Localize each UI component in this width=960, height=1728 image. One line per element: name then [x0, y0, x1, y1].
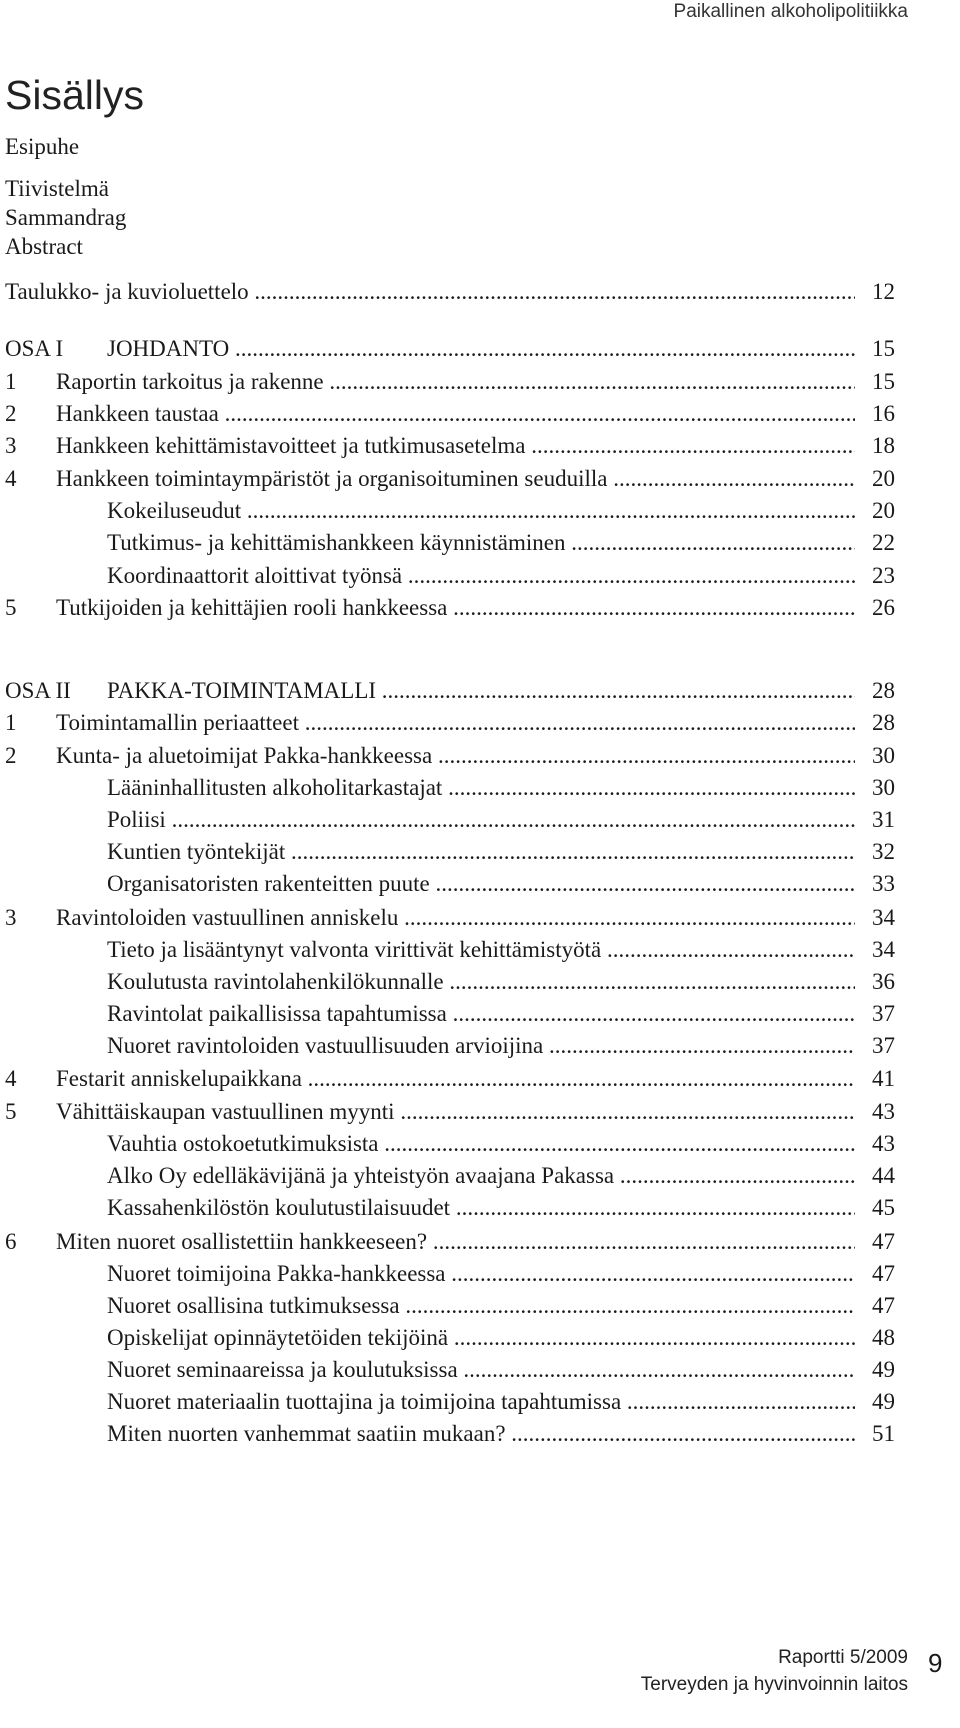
toc-entry-page: 41 [872, 1066, 895, 1091]
toc-entry[interactable] [5, 399, 895, 429]
toc-entry-page: 47 [872, 1293, 895, 1318]
toc-entry-page: 36 [872, 969, 895, 994]
toc-entry-number: 1 [5, 369, 17, 394]
toc-entry[interactable] [5, 903, 895, 933]
toc-entry[interactable] [5, 561, 895, 591]
toc-entry[interactable] [5, 741, 895, 771]
toc-entry-page: 37 [872, 1001, 895, 1026]
toc-entry-label: Toimintamallin periaatteet ..... [56, 708, 855, 738]
toc-entry-page: 30 [872, 775, 895, 800]
toc-entry-label: Koordinaattorit aloittivat työnsä ..... [107, 561, 855, 591]
toc-entry-page: 43 [872, 1099, 895, 1124]
toc-entry[interactable] [5, 869, 895, 899]
toc-entry-number: 6 [5, 1229, 17, 1254]
toc-entry-page: 33 [872, 871, 895, 896]
toc-entry-label: Organisatoristen rakenteitten puute ..... [107, 869, 855, 899]
toc-entry-page: 12 [872, 279, 895, 304]
footer-publisher: Terveyden ja hyvinvoinnin laitos [640, 1674, 908, 1695]
toc-entry-label: Vauhtia ostokoetutkimuksista ..... [107, 1129, 855, 1159]
toc-entry[interactable] [5, 967, 895, 997]
toc-entry[interactable] [5, 1097, 895, 1127]
toc-entry[interactable] [5, 496, 895, 526]
toc-entry[interactable] [5, 431, 895, 461]
toc-entry[interactable] [5, 1129, 895, 1159]
toc-entry-label: Alko Oy edelläkävijänä ja yhteistyön avaajana Pakassa ..... [107, 1161, 855, 1191]
toc-entry-page: 22 [872, 530, 895, 555]
toc-entry-number: 4 [5, 1066, 17, 1091]
toc-entry-number: 3 [5, 905, 17, 930]
toc-entry-label: Nuoret seminaareissa ja koulutuksissa ..... [107, 1355, 855, 1385]
toc-entry-page: 30 [872, 743, 895, 768]
toc-entry-page: 18 [872, 433, 895, 458]
toc-entry[interactable] [5, 935, 895, 965]
toc-entry-label: Kunta- ja aluetoimijat Pakka-hankkeessa ..... [56, 741, 855, 771]
toc-entry-page: 20 [872, 466, 895, 491]
toc-entry[interactable] [5, 464, 895, 494]
toc-entry-label: Tutkimus- ja kehittämishankkeen käynnistäminen ..... [107, 528, 855, 558]
toc-entry-number: 2 [5, 743, 17, 768]
toc-entry-label: Hankkeen taustaa ..... [56, 399, 855, 429]
toc-entry-page: 34 [872, 905, 895, 930]
toc-entry[interactable] [5, 1355, 895, 1385]
toc-entry-page: 16 [872, 401, 895, 426]
toc-entry[interactable] [5, 676, 895, 706]
toc-entry-label: JOHDANTO ..... [107, 334, 855, 364]
toc-entry-page: 15 [872, 336, 895, 361]
toc-entry[interactable] [5, 1323, 895, 1353]
toc-entry-page: 48 [872, 1325, 895, 1350]
toc-entry-page: 45 [872, 1195, 895, 1220]
toc-entry-number: 1 [5, 710, 17, 735]
toc-entry-page: 49 [872, 1357, 895, 1382]
toc-entry-number: 5 [5, 1099, 17, 1124]
toc-entry-label: Raportin tarkoitus ja rakenne ..... [56, 367, 855, 397]
toc-entry-label: Tieto ja lisääntynyt valvonta virittivät kehittämistyötä ..... [107, 935, 855, 965]
toc-entry-page: 23 [872, 563, 895, 588]
toc-entry-page: 47 [872, 1261, 895, 1286]
toc-entry-label: Lääninhallitusten alkoholitarkastajat ..... [107, 773, 855, 803]
toc-entry-label: Nuoret ravintoloiden vastuullisuuden arvioijina ..... [107, 1031, 855, 1061]
toc-entry[interactable] [5, 1419, 895, 1449]
front-matter-summary-fi[interactable]: Tiivistelmä [5, 176, 109, 201]
toc-entry-label: Hankkeen toimintaympäristöt ja organisoituminen seuduilla ..... [56, 464, 855, 494]
toc-entry[interactable] [5, 1227, 895, 1257]
toc-entry[interactable] [5, 334, 895, 364]
toc-entry-number: 5 [5, 595, 17, 620]
toc-entry-label: Miten nuoret osallistettiin hankkeeseen? ..... [56, 1227, 855, 1257]
toc-entry-page: 26 [872, 595, 895, 620]
toc-entry-page: 15 [872, 369, 895, 394]
toc-entry[interactable] [5, 708, 895, 738]
toc-entry-label: Tutkijoiden ja kehittäjien rooli hankkeessa ..... [56, 593, 855, 623]
toc-entry-page: 34 [872, 937, 895, 962]
toc-entry-label: Ravintolat paikallisissa tapahtumissa ..... [107, 999, 855, 1029]
toc-entry[interactable] [5, 999, 895, 1029]
toc-entry-label: Hankkeen kehittämistavoitteet ja tutkimusasetelma ..... [56, 431, 855, 461]
toc-entry[interactable] [5, 1193, 895, 1223]
toc-entry[interactable] [5, 367, 895, 397]
toc-entry[interactable] [5, 1161, 895, 1191]
toc-entry[interactable] [5, 1387, 895, 1417]
toc-entry-label: Nuoret osallisina tutkimuksessa ..... [107, 1291, 855, 1321]
toc-entry[interactable] [5, 528, 895, 558]
page-title: Sisällys [5, 72, 144, 118]
toc-entry-label: Kokeiluseudut ..... [107, 496, 855, 526]
toc-entry-page: 51 [872, 1421, 895, 1446]
toc-entry[interactable] [5, 593, 895, 623]
toc-entry-label: Taulukko- ja kuvioluettelo ..... [5, 277, 855, 307]
toc-entry-page: 44 [872, 1163, 895, 1188]
toc-entry[interactable] [5, 1259, 895, 1289]
toc-entry-label: Festarit anniskelupaikkana ..... [56, 1064, 855, 1094]
toc-entry-number: 3 [5, 433, 17, 458]
page-number: 9 [928, 1648, 943, 1678]
toc-entry[interactable] [5, 1291, 895, 1321]
front-matter-abstract[interactable]: Abstract [5, 234, 83, 259]
toc-entry-page: 31 [872, 807, 895, 832]
toc-entry-label: Vähittäiskaupan vastuullinen myynti ..... [56, 1097, 855, 1127]
toc-entry-number: OSA I [5, 336, 64, 361]
toc-entry[interactable] [5, 837, 895, 867]
toc-entry-label: Miten nuorten vanhemmat saatiin mukaan? ..... [107, 1419, 855, 1449]
front-matter-preface[interactable]: Esipuhe [5, 134, 80, 159]
toc-entry-page: 28 [872, 678, 895, 703]
toc-entry-label: Ravintoloiden vastuullinen anniskelu ..... [56, 903, 855, 933]
toc-entry-page: 32 [872, 839, 895, 864]
toc-entry-label: Opiskelijat opinnäytetöiden tekijöinä ..... [107, 1323, 855, 1353]
toc-entry-page: 20 [872, 498, 895, 523]
toc-entry[interactable] [5, 805, 895, 835]
toc-entry-page: 28 [872, 710, 895, 735]
toc-entry-page: 47 [872, 1229, 895, 1254]
toc-entry-label: Nuoret toimijoina Pakka-hankkeessa ..... [107, 1259, 855, 1289]
front-matter-summary-sv[interactable]: Sammandrag [5, 205, 127, 230]
toc-entry-page: 49 [872, 1389, 895, 1414]
footer-report: Raportti 5/2009 [778, 1647, 908, 1668]
toc-entry[interactable] [5, 1064, 895, 1094]
toc-entry-number: 4 [5, 466, 17, 491]
toc-entry-page: 37 [872, 1033, 895, 1058]
toc-entry-label: Nuoret materiaalin tuottajina ja toimijoina tapahtumissa ..... [107, 1387, 855, 1417]
toc-entry-number: 2 [5, 401, 17, 426]
toc-entry-label: Koulutusta ravintolahenkilökunnalle ..... [107, 967, 855, 997]
running-header: Paikallinen alkoholipolitiikka [673, 1, 908, 22]
toc-entry-label: PAKKA-TOIMINTAMALLI ..... [107, 676, 855, 706]
toc-entry[interactable] [5, 277, 895, 307]
toc-entry-label: Kassahenkilöstön koulutustilaisuudet ..... [107, 1193, 855, 1223]
toc-entry-label: Kuntien työntekijät ..... [107, 837, 855, 867]
toc-entry-page: 43 [872, 1131, 895, 1156]
toc-entry-number: OSA II [5, 678, 71, 703]
toc-entry[interactable] [5, 773, 895, 803]
toc-entry-label: Poliisi ..... [107, 805, 855, 835]
toc-entry[interactable] [5, 1031, 895, 1061]
